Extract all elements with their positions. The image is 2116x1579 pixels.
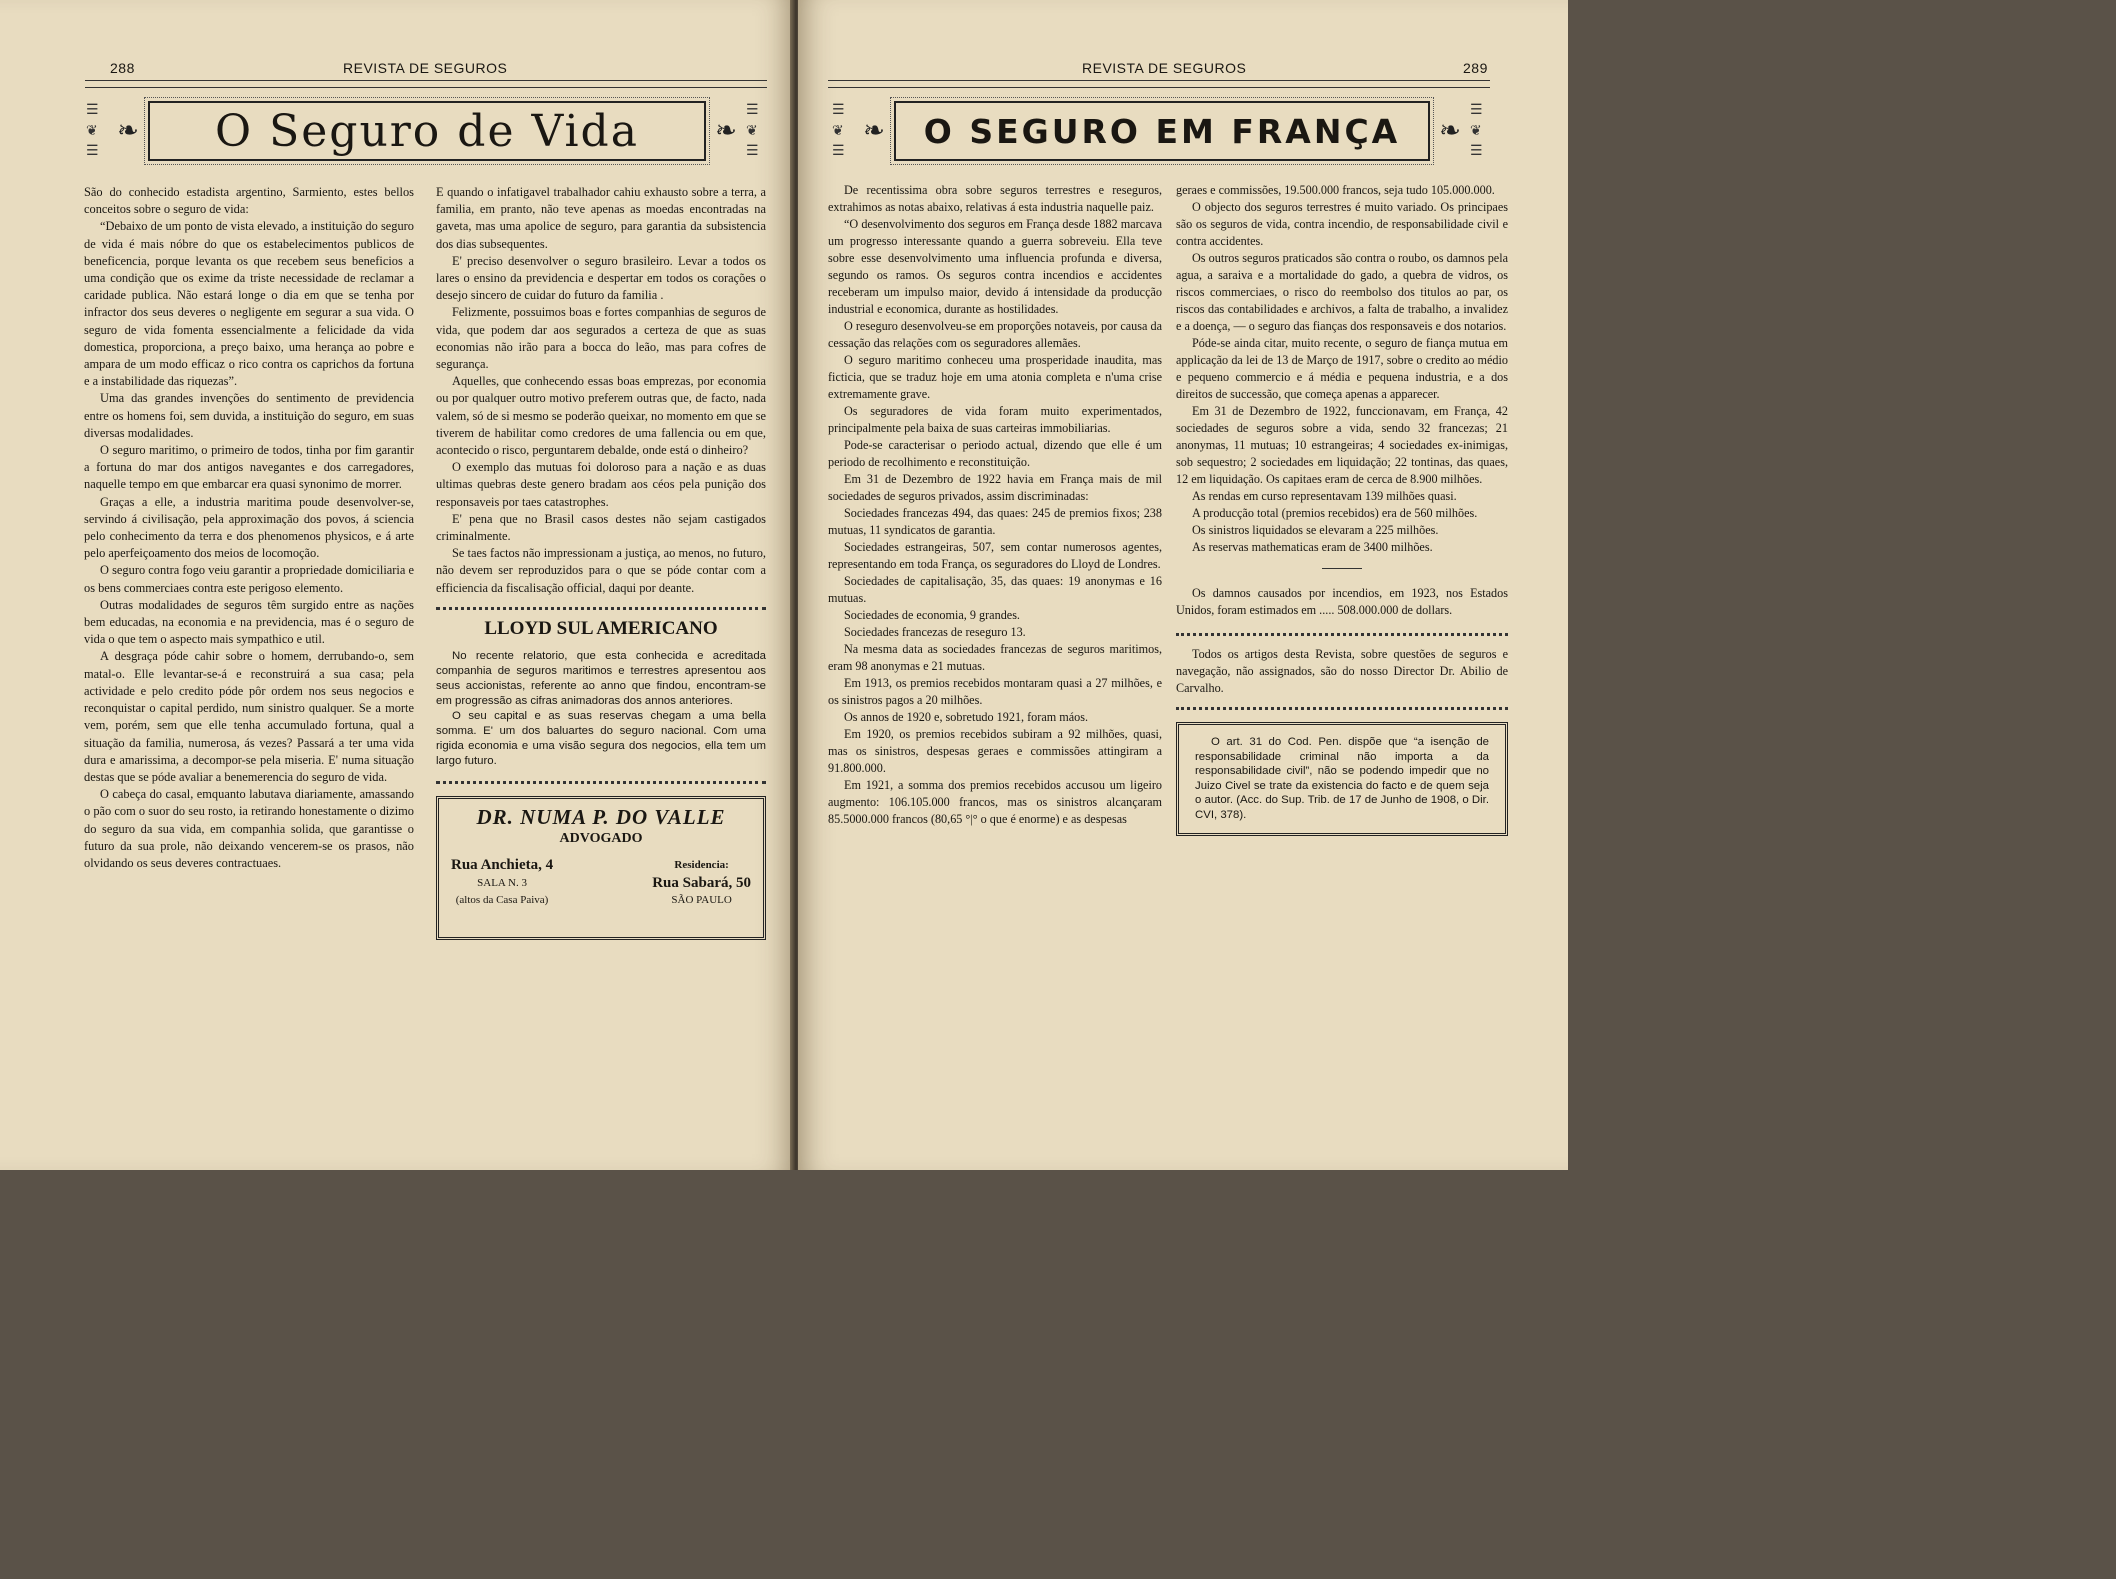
left-column-2	[436, 184, 766, 940]
dotted-divider	[1176, 633, 1508, 636]
ad-office-street: Rua Anchieta, 4	[451, 857, 554, 874]
article-title: O Seguro de Vida	[215, 105, 639, 157]
paragraph: De recentissima obra sobre seguros terrestres e reseguros, extrahimos as notas abaixo, relativas á esta industria naquelle paiz.	[828, 183, 1162, 214]
paragraph: O exemplo das mutuas foi doloroso para a nação e as duas ultimas quebras deste genero bradam aos céos pela punição dos responsaveis por taes catastrophes.	[436, 460, 766, 509]
paragraph: Uma das grandes invenções do sentimento de previdencia entre os homens foi, sem duvida, a instituição do seguro, em suas diversas modalidades.	[84, 391, 414, 440]
article-title: O SEGURO EM FRANÇA	[923, 111, 1401, 151]
dotted-divider	[436, 781, 766, 784]
left-column-1	[84, 184, 414, 872]
law-notice-box	[1176, 722, 1508, 836]
fires-paragraph: Os damnos causados por incendios, em 1923, nos Estados Unidos, foram estimados em ..... 508.000.000 de dollars.	[1176, 586, 1508, 617]
ad-office-room: SALA N. 3	[477, 876, 527, 889]
running-head-right: REVISTA DE SEGUROS	[1082, 60, 1247, 76]
paragraph: Aquelles, que conhecendo essas boas emprezas, por economia ou por qualquer outro motivo preferem outras que, de facto, nada valem, só de si mesmo se poderão queixar, no momento em que se tiverem de habilitar como credores de uma fallencia ou em que, acontecido o risco, perguntarem debalde, onde está o dinheiro?	[436, 374, 766, 458]
ornament-scroll-icon: ❧	[117, 116, 139, 145]
ornament-scroll-icon: ❧	[715, 116, 737, 145]
paragraph: E quando o infatigavel trabalhador cahiu exhausto sobre a terra, a familia, em pranto, não teve apenas as moedas encontradas na gaveta, mas uma apolice de seguro, para garantia da subsistencia dos dias subsequentes.	[436, 185, 766, 251]
paragraph: O seguro maritimo conheceu uma prosperidade inaudita, mas ficticia, que se traduz hoje em uma atonia completa e n'uma crise extremamente grave.	[828, 353, 1162, 401]
ornament-side-icon: ☰ ❦ ☰	[832, 103, 845, 159]
paragraph: Pode-se caracterisar o periodo actual, dizendo que elle é um periodo de recolhimento e reconstituição.	[828, 438, 1162, 469]
ad-home-street: Rua Sabará, 50	[652, 874, 751, 891]
page-number-right: 289	[1463, 60, 1488, 76]
paragraph: Sociedades de capitalisação, 35, das quaes: 19 anonymas e 16 mutuas.	[828, 574, 1162, 605]
paragraph: Felizmente, possuimos boas e fortes companhias de seguros de vida, que podem dar aos segurados a certeza de que as suas economias não irão para a bocca do leão, mas para cofres de segurança.	[436, 305, 766, 372]
header-rule-right	[828, 80, 1490, 88]
paragraph: Em 31 de Dezembro de 1922, funccionavam, em França, 42 sociedades de seguros sobre a vida, sendo 32 francezas; 21 anonymas, 11 mutuas; 10 estrangeiras; 4 sociedades ex-inimigas, sob sequestro; 2 sociedades em liquidação; 22 tontinas, das quaes, 12 em liquidação. Os capitaes eram de cerca de 8.900 milhões.	[1176, 404, 1508, 486]
left-page	[0, 0, 793, 1170]
lloyd-paragraph: No recente relatorio, que esta conhecida e acreditada companhia de seguros maritimos e terrestres apresentou aos seus accionistas, referente ao anno que findou, encontram-se em progressão as cifras animadoras dos annos anteriores.	[436, 650, 766, 708]
paragraph: Na mesma data as sociedades francezas de seguros maritimos, eram 98 anonymas e 21 mutuas.	[828, 642, 1162, 673]
paragraph: O cabeça do casal, emquanto labutava diariamente, amassando o pão com o suor do seu rosto, ia retirando honestamente o dizimo do seguro da sua vida, em companhia solida, que garantisse o futuro da sua prole, não deixando vencerem-se os prasos, não olvidando os seus deveres contractuaes.	[84, 787, 414, 870]
law-notice-text: O art. 31 do Cod. Pen. dispõe que “a isenção de responsabilidade criminal não importa a da responsabilidade civil”, não se podendo impedir que no Juizo Civel se trate da existencia do facto e de quem seja o autor. (Acc. do Sup. Trib. de 17 de Junho de 1908, o Dir. CVI, 378).	[1195, 736, 1489, 821]
paragraph: Póde-se ainda citar, muito recente, o seguro de fiança mutua em applicação da lei de 13 de Março de 1917, sobre o credito ao médio e pequeno commercio e á média e pequena industria, e a dos direitos de successão, que começa apenas a apparecer.	[1176, 336, 1508, 401]
paragraph: E' pena que no Brasil casos destes não sejam castigados criminalmente.	[436, 511, 766, 544]
paragraph: As reservas mathematicas eram de 3400 milhões.	[1192, 540, 1433, 554]
paragraph: Sociedades estrangeiras, 507, sem contar numerosos agentes, representando em toda França, os seguradores do Lloyd de Londres.	[828, 540, 1162, 571]
paragraph: Graças a elle, a industria maritima poude desenvolver-se, servindo á civilisação, pela approximação dos povos, á sciencia pelo conhecimento da terra e dos phenomenos physicos, e á arte pelo aperfeiçoamento dos meios de locomoção.	[84, 494, 414, 561]
paragraph: A desgraça póde cahir sobre o homem, derrubando-o, sem matal-o. Elle levantar-se-á e reconstruirá a sua casa; pela actividade e pelo credito póde pôr ordem nos seus negocios e reconquistar o capital perdido, num sinistro qualquer. Se a morte vem, porém, sem que elle tenha accumulado fortuna, qual a situação da familia, numerosa, ás vezes? Passará a ter uma vida dura e amarissima, a decompor-se pela miseria. E' numa situação destas que se póde avaliar a benemerencia do seguro de vida.	[84, 649, 414, 784]
paragraph: Em 1913, os premios recebidos montaram quasi a 27 milhões, e os sinistros pagos a 20 milhões.	[828, 676, 1162, 707]
ad-profession: ADVOGADO	[559, 831, 643, 847]
paragraph: Em 1921, a somma dos premios recebidos accusou um ligeiro augmento: 106.105.000 francos, mas os sinistros alcançaram 85.5000.000 francos (80,65 °|° o que é enorme) e as despesas	[828, 778, 1162, 826]
paragraph: Sociedades francezas 494, das quaes: 245 de premios fixos; 238 mutuas, 11 syndicatos de garantia.	[828, 506, 1162, 537]
paragraph: Sociedades francezas de reseguro 13.	[844, 625, 1026, 639]
paragraph: Os annos de 1920 e, sobretudo 1921, foram máos.	[844, 710, 1089, 724]
ornament-scroll-icon: ❧	[863, 116, 885, 145]
ad-name: DR. NUMA P. DO VALLE	[476, 805, 726, 830]
paragraph: “Debaixo de um ponto de vista elevado, a instituição do seguro de vida é mais nóbre do que os estabelecimentos publicos de beneficencia, porque levanta os que recebem seus beneficios a uma condição que os exime da triste necessidade de reclamar a caridade publica. Não estará longe o dia em que se tenha por infractor dos seus deveres o negligente em segurar a sua vida. O seguro de vida fomenta essencialmente a felicidade da vida domestica, proporciona, a preço baixo, uma herança ao pobre e ampara de um modo efficaz o rico contra os caprichos da fortuna e a instabilidade das riquezas”.	[84, 219, 414, 389]
ad-office-note: (altos da Casa Paiva)	[455, 893, 549, 906]
paragraph: O objecto dos seguros terrestres é muito variado. Os principaes são os seguros de vida, contra incendio, de responsabilidade civil e contra accidentes.	[1176, 200, 1508, 248]
paragraph: Sociedades de economia, 9 grandes.	[844, 608, 1020, 622]
paragraph: Em 31 de Dezembro de 1922 havia em França mais de mil sociedades de seguros privados, assim discriminadas:	[828, 472, 1162, 503]
paragraph: “O desenvolvimento dos seguros em França desde 1882 marcava um progresso interessante quando a guerra sobreveiu. Ella teve sobre esse desenvolvimento uma influencia profunda e diversa, segundo os ramos. Os seguros contra incendios e accidentes receberam um impulso maior, devido á intensidade da producção industrial e economica, durante as hostilidades.	[828, 217, 1162, 316]
dotted-divider	[436, 607, 766, 610]
right-page	[798, 0, 1568, 1170]
ad-home-label: Residencia:	[674, 859, 729, 872]
short-rule	[1322, 568, 1362, 569]
lloyd-heading: LLOYD SUL AMERICANO	[484, 617, 718, 639]
paragraph: Em 1920, os premios recebidos subiram a 92 milhões, quasi, mas os sinistros, despesas geraes e commissões attingiram a 91.800.000.	[828, 727, 1162, 775]
paragraph: São do conhecido estadista argentino, Sarmiento, estes bellos conceitos sobre o seguro de vida:	[84, 185, 414, 217]
page-number-left: 288	[110, 60, 135, 76]
paragraph: E' preciso desenvolver o seguro brasileiro. Levar a todos os lares o ensino da previdencia e despertar em todos os corações o desejo sincero de cuidar do futuro da familia .	[436, 253, 766, 303]
ad-home-city: SÃO PAULO	[671, 893, 732, 906]
notice-paragraph: Todos os artigos desta Revista, sobre questões de seguros e navegação, não assignados, são do nosso Director Dr. Abilio de Carvalho.	[1176, 647, 1508, 695]
ornament-scroll-icon: ❧	[1439, 116, 1461, 145]
paragraph: Se taes factos não impressionam a justiça, ao menos, no futuro, não devem ser reproduzidos para o que se póde contar com a efficiencia da fiscalisação official, daqui por deante.	[436, 546, 766, 595]
paragraph: Outras modalidades de seguros têm surgido entre as nações bem educadas, na economia e na previdencia, mas é o seguro de vida o que tem o aspecto mais sympathico e util.	[84, 597, 414, 647]
paragraph: Os seguradores de vida foram muito experimentados, principalmente pela baixa de suas carteiras immobiliarias.	[828, 404, 1162, 435]
paragraph: geraes e commissões, 19.500.000 francos, seja tudo 105.000.000.	[1176, 183, 1495, 197]
right-column-1	[828, 182, 1162, 828]
ornament-side-icon: ☰ ❦ ☰	[86, 103, 99, 159]
title-banner-right	[832, 100, 1492, 162]
title-banner-left	[86, 100, 768, 162]
paragraph: O seguro maritimo, o primeiro de todos, tinha por fim garantir a fortuna do mar dos antigos navegantes e dos carregadores, naquelle tempo em que embarcar era quasi synonimo de morrer.	[84, 443, 414, 492]
dotted-divider	[1176, 707, 1508, 710]
right-column-2	[1176, 182, 1508, 836]
title-box-left	[148, 101, 706, 161]
paragraph: As rendas em curso representavam 139 milhões quasi.	[1192, 489, 1457, 503]
paragraph: Os outros seguros praticados são contra o roubo, os damnos pela agua, a saraiva e a mortalidade do gado, a quebra de vidros, os riscos commerciaes, o risco do reembolso dos titulos ao par, os riscos das contabilidades e archivos, a falta de trabalho, a invalidez e a doença, — o seguro das fianças dos responsaveis e dos notarios.	[1176, 251, 1508, 333]
ornament-side-icon: ☰ ❦ ☰	[1470, 103, 1483, 159]
lawyer-advertisement	[436, 796, 766, 940]
ornament-side-icon: ☰ ❦ ☰	[746, 103, 759, 159]
lloyd-paragraph: O seu capital e as suas reservas chegam a uma bella somma. E' um dos baluartes do seguro nacional. Com uma rigida economia e uma visão segura dos negocios, ella tem um largo futuro.	[436, 710, 766, 768]
paragraph: O seguro contra fogo veiu garantir a propriedade domiciliaria e os bens commerciaes contra este perigoso elemento.	[84, 563, 414, 595]
running-head-left: REVISTA DE SEGUROS	[343, 60, 508, 76]
paragraph: A producção total (premios recebidos) era de 560 milhões.	[1192, 506, 1478, 520]
header-rule-left	[85, 80, 767, 88]
title-box-right	[894, 101, 1430, 161]
paragraph: O reseguro desenvolveu-se em proporções notaveis, por causa da cessação das relações com os seguradores allemães.	[828, 319, 1162, 350]
paragraph: Os sinistros liquidados se elevaram a 225 milhões.	[1192, 523, 1439, 537]
